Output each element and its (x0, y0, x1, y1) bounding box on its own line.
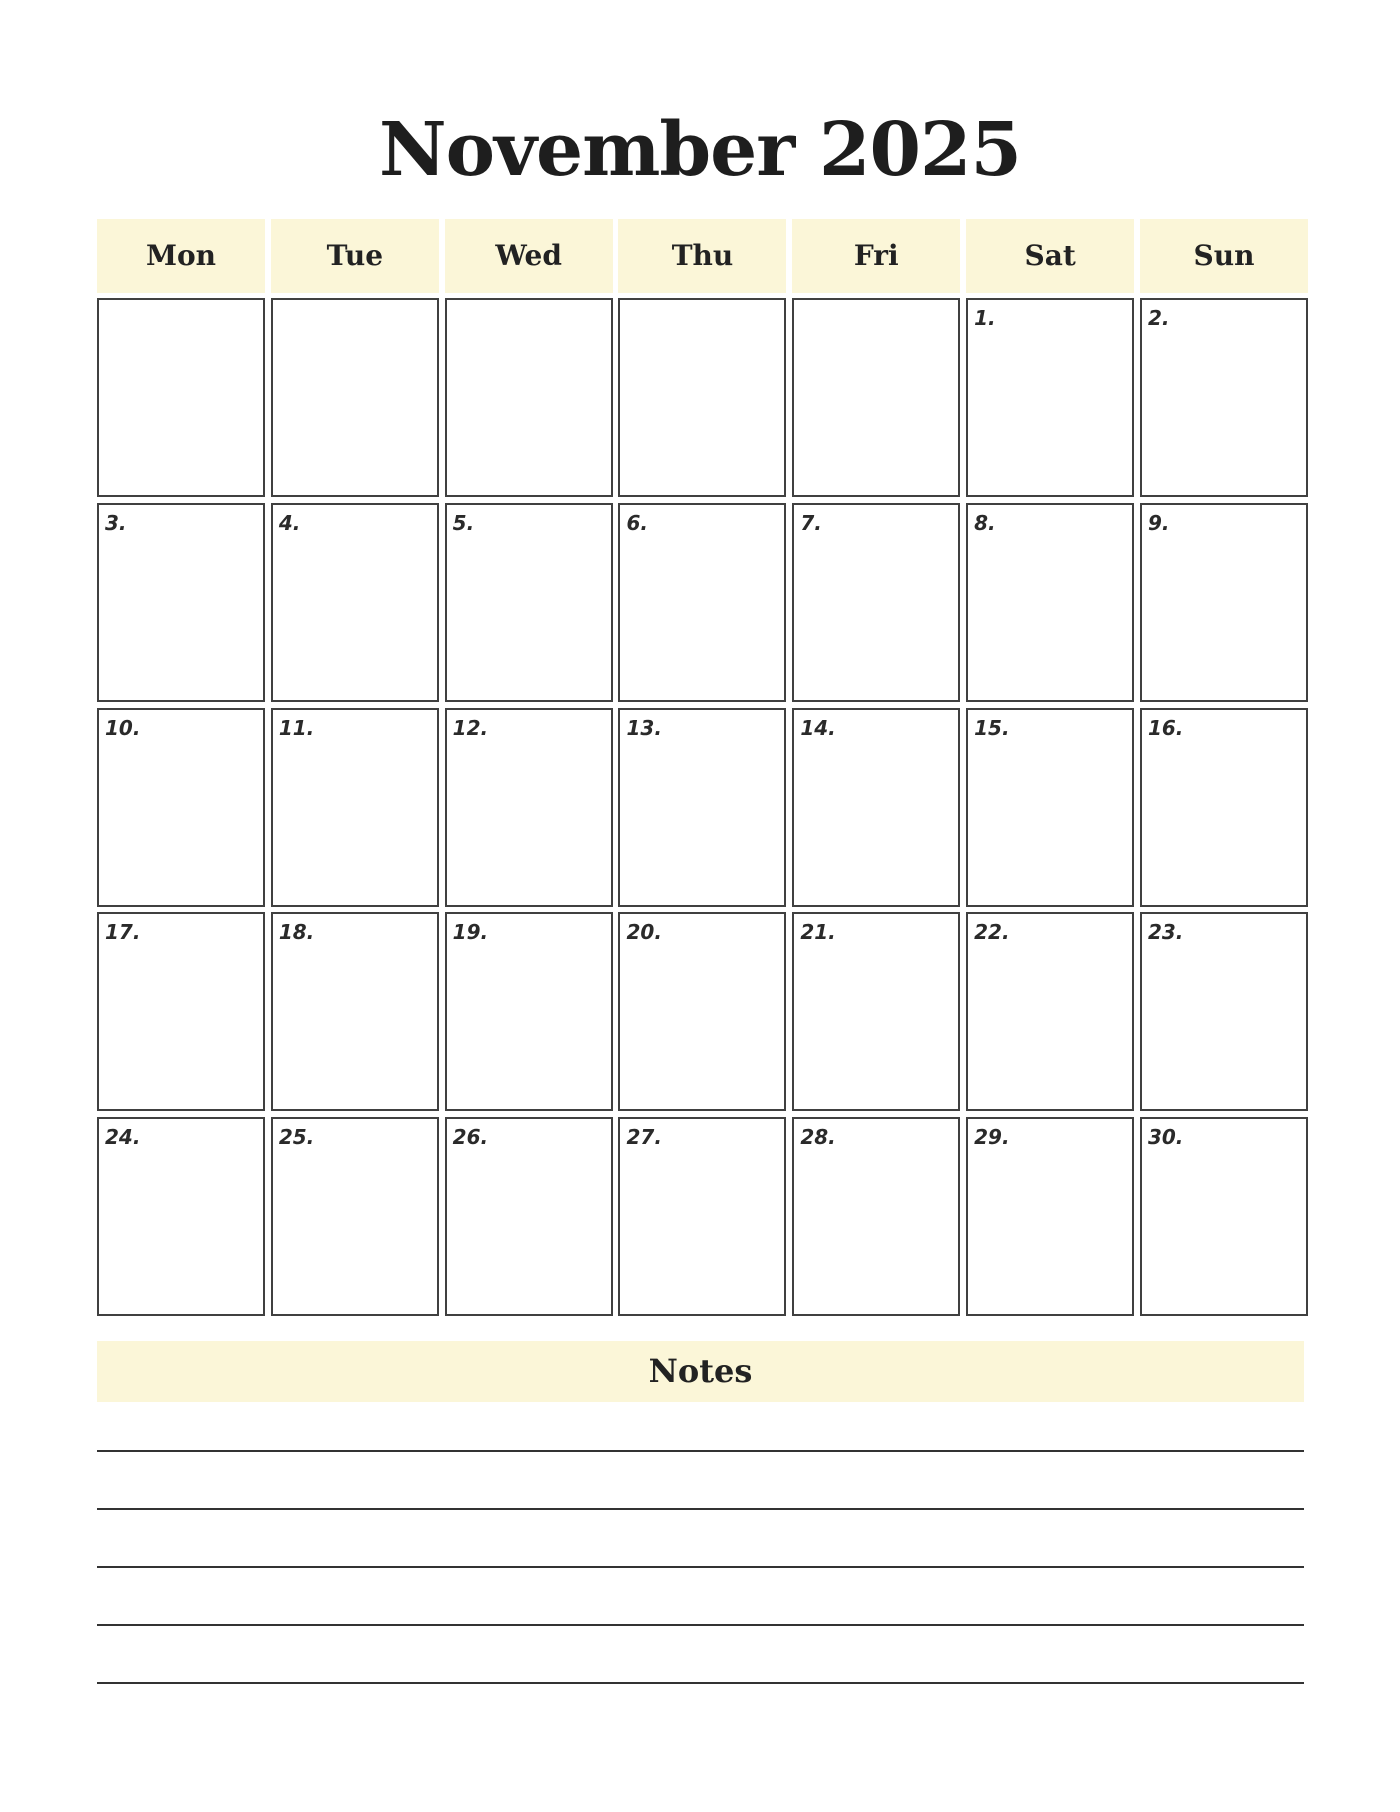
day-cell (966, 298, 1134, 497)
day-cell (1140, 912, 1308, 1111)
day-cell (445, 708, 613, 907)
day-number: 19. (452, 920, 489, 945)
weekday-label-thu: Thu (618, 219, 786, 293)
day-number: 17. (105, 920, 141, 945)
weekday-label-wed: Wed (445, 219, 613, 293)
day-cell (1140, 1117, 1308, 1316)
day-cell (271, 912, 439, 1111)
day-cell (618, 1117, 786, 1316)
day-number: 16. (1147, 715, 1184, 740)
day-cell (1140, 298, 1308, 497)
day-number: 2. (1147, 306, 1170, 330)
day-cell (792, 503, 960, 702)
weekday-label-mon: Mon (97, 219, 265, 293)
day-cell (618, 912, 786, 1111)
day-cell (792, 912, 960, 1111)
day-cell (1140, 708, 1308, 907)
day-number: 20. (626, 920, 662, 945)
empty-day-cell (792, 298, 960, 497)
day-number: 23. (1147, 920, 1184, 945)
day-number: 8. (974, 510, 996, 535)
day-cell (445, 503, 613, 702)
day-number: 21. (800, 920, 836, 945)
empty-day-cell (618, 298, 786, 497)
day-cell (97, 1117, 265, 1316)
day-number: 18. (278, 920, 315, 945)
day-cell (966, 1117, 1134, 1316)
note-line (97, 1682, 1304, 1684)
day-number: 6. (626, 510, 648, 535)
note-line (97, 1566, 1304, 1568)
day-cell (792, 1117, 960, 1316)
day-number: 29. (974, 1125, 1010, 1149)
notes-lines (97, 1440, 1304, 1700)
empty-day-cell (445, 298, 613, 497)
day-cell (445, 1117, 613, 1316)
day-cell (271, 708, 439, 907)
weekday-header-row (97, 219, 1304, 293)
day-number: 14. (800, 715, 836, 740)
day-cell (97, 503, 265, 702)
day-cell (618, 708, 786, 907)
day-number: 26. (452, 1125, 489, 1149)
note-line (97, 1450, 1304, 1452)
day-cell (966, 912, 1134, 1111)
day-number: 7. (800, 510, 822, 535)
day-number: 24. (105, 1125, 141, 1149)
day-number: 15. (974, 715, 1010, 740)
note-line (97, 1624, 1304, 1626)
weekday-label-sun: Sun (1140, 219, 1308, 293)
day-number: 13. (626, 715, 662, 740)
day-cell (966, 708, 1134, 907)
weekday-label-tue: Tue (271, 219, 439, 293)
day-number: 5. (452, 510, 475, 535)
day-cell (97, 912, 265, 1111)
empty-day-cell (97, 298, 265, 497)
day-number: 1. (974, 306, 996, 330)
day-number: 12. (452, 715, 489, 740)
day-cell (1140, 503, 1308, 702)
day-cell (966, 503, 1134, 702)
day-number: 22. (974, 920, 1010, 945)
note-line (97, 1508, 1304, 1510)
empty-day-cell (271, 298, 439, 497)
day-cell (792, 708, 960, 907)
weekday-label-sat: Sat (966, 219, 1134, 293)
calendar-grid (97, 298, 1304, 1316)
day-number: 28. (800, 1125, 836, 1149)
day-number: 10. (105, 715, 141, 740)
day-number: 3. (105, 510, 127, 535)
notes-header: Notes (97, 1341, 1304, 1402)
day-number: 4. (278, 510, 301, 535)
calendar-title: November 2025 (379, 107, 1021, 193)
day-cell (271, 503, 439, 702)
day-number: 25. (278, 1125, 315, 1149)
day-cell (97, 708, 265, 907)
day-cell (618, 503, 786, 702)
day-number: 30. (1147, 1125, 1184, 1149)
day-number: 27. (626, 1125, 662, 1149)
weekday-label-fri: Fri (792, 219, 960, 293)
day-cell (445, 912, 613, 1111)
day-number: 11. (278, 715, 315, 740)
day-cell (271, 1117, 439, 1316)
day-number: 9. (1147, 510, 1170, 535)
